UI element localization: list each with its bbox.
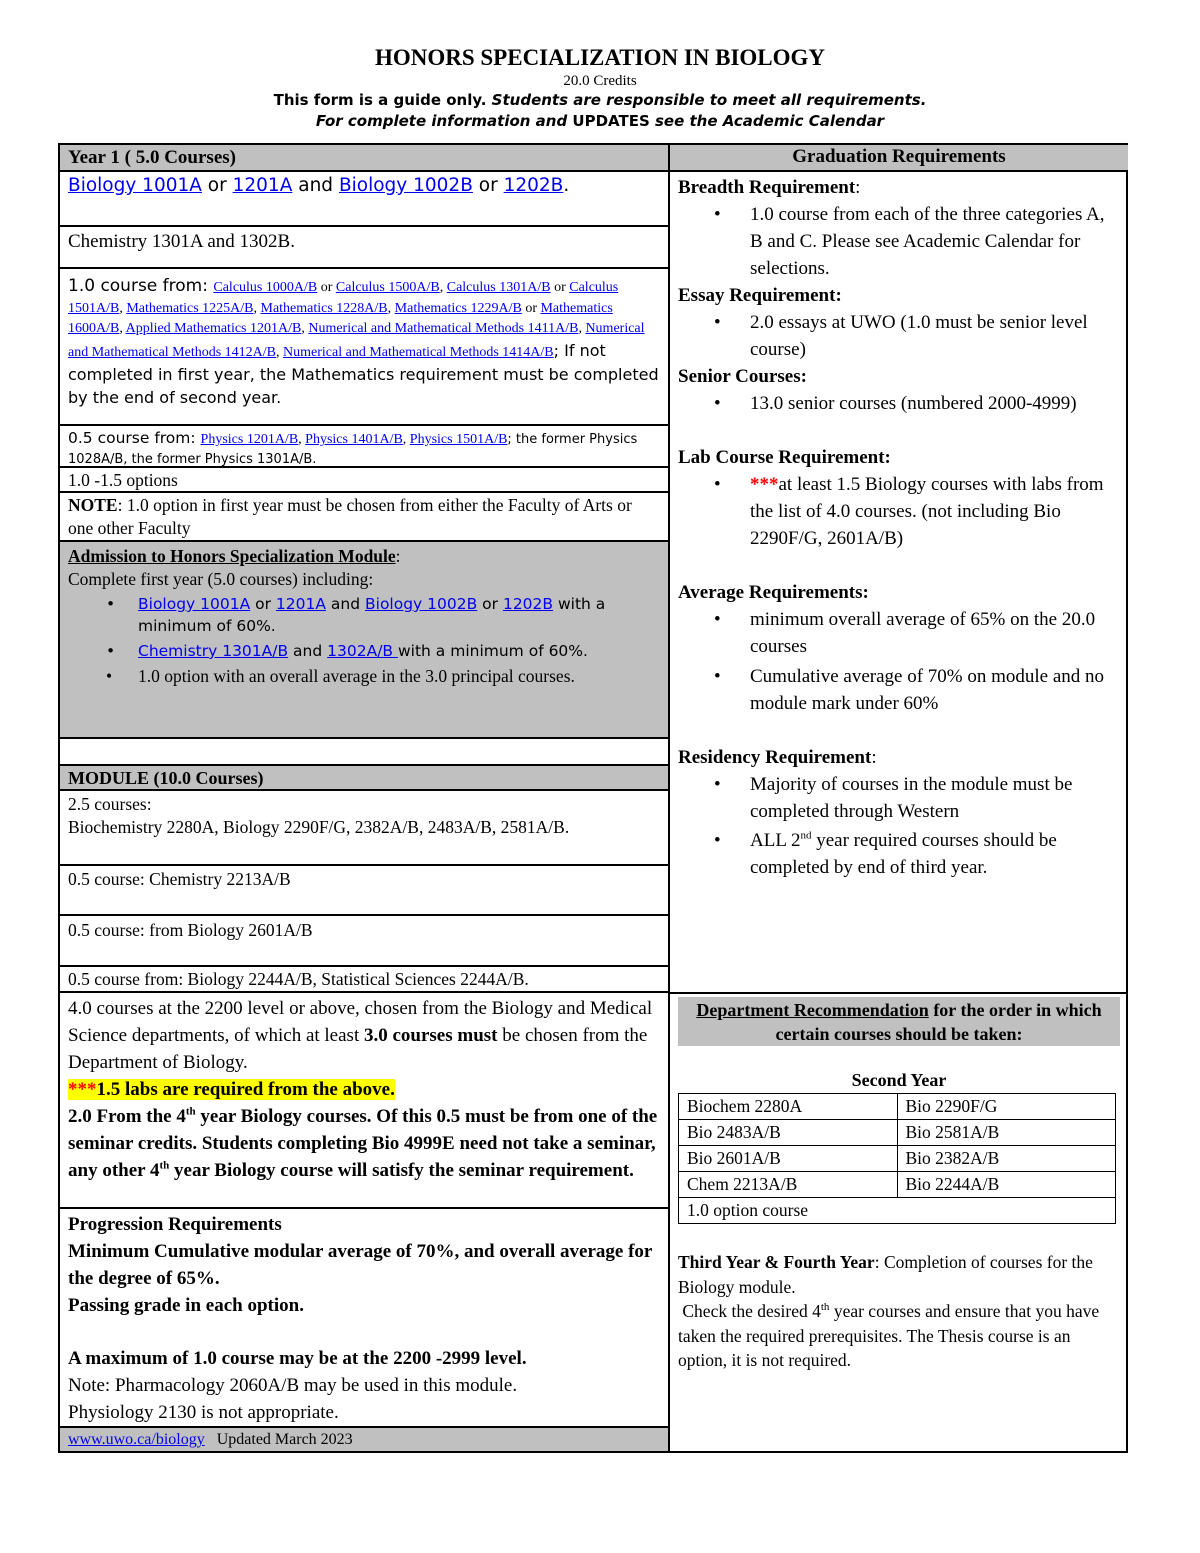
- second-year-table: [678, 1093, 1116, 1224]
- seq-cell: Bio 2601A/B: [679, 1146, 898, 1172]
- residency-heading: Residency Requirement: [678, 747, 872, 768]
- year1-options-row: 1.0 -1.5 options: [60, 468, 668, 493]
- labs-required-highlight: [68, 1079, 395, 1100]
- link-1202b[interactable]: 1202B: [503, 175, 564, 196]
- seq-cell: Bio 2483A/B: [679, 1120, 898, 1146]
- module-chemistry-row: 0.5 course: Chemistry 2213A/B: [60, 866, 668, 916]
- text: year Biology courses. Of this 0.5 must be from one of the seminar credits. Students completing Bio 4999E need not take a seminar, any other 4: [68, 1106, 658, 1181]
- progression-physiology-note: Physiology 2130 is not appropriate.: [68, 1402, 339, 1423]
- text: :: [395, 546, 401, 566]
- text: ,: [119, 300, 127, 316]
- third-fourth-heading: Third Year & Fourth Year: [678, 1252, 875, 1272]
- text: .: [563, 175, 570, 196]
- text: 2.0 From the 4: [68, 1106, 186, 1127]
- text: ,: [298, 432, 306, 447]
- sup: nd: [800, 829, 812, 842]
- link-biology-1002b[interactable]: Biology 1002B: [338, 175, 473, 196]
- senior-item: • 13.0 senior courses (numbered 2000-4999): [678, 390, 1120, 417]
- essay-item: • 2.0 essays at UWO (1.0 must be senior level course): [678, 309, 1120, 363]
- link-applied-mathematics-1201ab[interactable]: Applied Mathematics 1201A/B: [125, 320, 302, 336]
- recommendation-heading-main: Department Recommendation: [696, 1000, 929, 1020]
- text: or: [250, 595, 276, 613]
- admission-section: [60, 542, 668, 739]
- average-item-module: • Cumulative average of 70% on module and no module mark under 60%: [678, 663, 1120, 717]
- text: :: [871, 747, 877, 768]
- text: or: [201, 175, 233, 196]
- link-physics-1501ab[interactable]: Physics 1501A/B: [409, 432, 508, 447]
- link-chemistry-1301ab[interactable]: Chemistry 1301A/B: [138, 642, 289, 660]
- link-nmm-1411ab[interactable]: Numerical and Mathematical Methods 1411A/B: [308, 320, 579, 336]
- link-1202b[interactable]: 1202B: [502, 595, 554, 613]
- text: ,: [439, 280, 447, 295]
- link-biology-1002b[interactable]: Biology 1002B: [365, 595, 478, 613]
- seq-cell: Bio 2581A/B: [897, 1120, 1116, 1146]
- year1-math-row: [60, 269, 668, 426]
- calendar-note-part: For complete information and: [315, 111, 573, 130]
- admission-heading: Admission to Honors Specialization Module: [68, 546, 396, 566]
- seq-row: [679, 1094, 1116, 1120]
- progression-pharmacology-note: Note: Pharmacology 2060A/B may be used in this module.: [68, 1375, 518, 1396]
- math-deadline-note: If not completed in first year, the Mathematics requirement must be completed by the end of second year.: [68, 341, 659, 407]
- footer-row: [60, 1428, 668, 1451]
- residency-item-second-year: [678, 827, 1120, 881]
- seq-cell: Bio 2244A/B: [897, 1172, 1116, 1198]
- seq-last-row: 1.0 option course: [679, 1198, 1116, 1224]
- link-1302ab[interactable]: 1302A/B: [327, 642, 398, 660]
- essay-heading: Essay Requirement:: [678, 285, 842, 306]
- module-core-courses: Biochemistry 2280A, Biology 2290F/G, 2382A/B, 2483A/B, 2581A/B.: [68, 817, 570, 837]
- seq-row: [679, 1172, 1116, 1198]
- year1-biology-row: [60, 172, 668, 227]
- seq-cell: Chem 2213A/B: [679, 1172, 898, 1198]
- physics-options: [68, 428, 660, 468]
- third-fourth-year: [678, 1250, 1120, 1299]
- recommendation-heading: [678, 997, 1120, 1046]
- link-calculus-1501ab[interactable]: Calculus 1501A/B: [68, 280, 619, 316]
- text: or: [317, 280, 336, 295]
- credits-label: 20.0 Credits: [563, 72, 637, 89]
- graduation-requirements: [670, 172, 1128, 881]
- module-core-row: [60, 791, 668, 866]
- year1-physics-row: [60, 426, 668, 468]
- residency-item-western: • Majority of courses in the module must be completed through Western: [678, 771, 1120, 825]
- sup: th: [185, 1105, 196, 1118]
- graduation-heading: Graduation Requirements: [670, 145, 1128, 172]
- text: ,: [387, 300, 395, 316]
- seq-cell: Bio 2382A/B: [897, 1146, 1116, 1172]
- text: with a minimum of 60%.: [397, 642, 588, 660]
- guide-disclaimer: [0, 90, 1200, 110]
- progression-passing: Passing grade in each option.: [68, 1295, 304, 1316]
- admission-heading-line: [68, 545, 660, 568]
- text: ,: [276, 345, 284, 361]
- text: year required courses should be completed by end of third year.: [750, 830, 1057, 878]
- progression-section: [60, 1209, 668, 1428]
- text: ;: [553, 341, 565, 361]
- lab-heading: Lab Course Requirement:: [678, 447, 891, 468]
- labs-required: 1.5 labs are required from the above.: [96, 1079, 395, 1100]
- text: ,: [119, 320, 126, 336]
- module-core-count: 2.5 courses:: [68, 794, 152, 814]
- breadth-item: • 1.0 course from each of the three categories A, B and C. Please see Academic Calendar for selections.: [678, 201, 1120, 282]
- physics-intro: 0.5 course from:: [68, 429, 201, 447]
- text: ,: [301, 320, 309, 336]
- text: year Biology course will satisfy the seminar requirement.: [169, 1160, 634, 1181]
- module-senior-row: [60, 993, 668, 1209]
- module-biology-2601-row: 0.5 course: from Biology 2601A/B: [60, 916, 668, 967]
- right-column: [670, 145, 1128, 1451]
- link-nmm-1412ab[interactable]: Numerical and Mathematical Methods 1412A/B: [68, 320, 645, 361]
- link-nmm-1414ab[interactable]: Numerical and Mathematical Methods 1414A/B: [283, 345, 554, 361]
- stars: ***: [750, 474, 779, 495]
- recommendation-divider: [670, 992, 1128, 994]
- sup: th: [159, 1159, 170, 1172]
- link-calculus-1301ab[interactable]: Calculus 1301A/B: [446, 280, 551, 295]
- document-title: HONORS SPECIALIZATION IN BIOLOGY: [374, 45, 826, 70]
- text: 3.0 courses must: [363, 1025, 498, 1046]
- residency-heading-line: [678, 744, 1120, 771]
- admission-intro: Complete first year (5.0 courses) including:: [68, 569, 374, 589]
- year1-chemistry-row: Chemistry 1301A and 1302B.: [60, 227, 668, 269]
- text: ALL 2: [750, 830, 801, 851]
- text: or: [521, 300, 541, 316]
- seq-cell: Biochem 2280A: [679, 1094, 898, 1120]
- link-mathematics-1225ab[interactable]: Mathematics 1225A/B: [126, 300, 254, 316]
- left-column: [60, 145, 670, 1451]
- link-mathematics-1229ab[interactable]: Mathematics 1229A/B: [394, 300, 522, 316]
- text: or: [472, 175, 504, 196]
- link-calculus-1500ab[interactable]: Calculus 1500A/B: [335, 280, 440, 295]
- later-years-note: [678, 1250, 1120, 1373]
- seq-cell: Bio 2290F/G: [897, 1094, 1116, 1120]
- check-courses-note: [678, 1299, 1120, 1373]
- link-calculus-1000ab[interactable]: Calculus 1000A/B: [213, 280, 318, 295]
- text: 4.0 courses at the 2200 level or above, chosen from the Biology and Medical Science departments, of which at least: [68, 998, 653, 1046]
- text: and: [292, 175, 339, 196]
- text: ,: [578, 320, 586, 336]
- disclaimer-part: Students are responsible to meet all requirements.: [486, 91, 927, 110]
- text: year courses and ensure that you have taken the required prerequisites. The Thesis course is an option, it is not required.: [678, 1301, 1100, 1370]
- requirements-table: [58, 143, 1128, 1453]
- stars: ***: [68, 1079, 97, 1100]
- link-physics-1201ab[interactable]: Physics 1201A/B: [200, 432, 299, 447]
- seq-row: [679, 1146, 1116, 1172]
- biology-website-link[interactable]: www.uwo.ca/biology: [68, 1431, 205, 1448]
- text: at least 1.5 Biology courses with labs from the list of 4.0 courses. (not including Bio 2290F/G, 2601A/B): [750, 474, 1104, 549]
- link-mathematics-1228ab[interactable]: Mathematics 1228A/B: [260, 300, 388, 316]
- admission-chemistry-item: [68, 640, 660, 662]
- lab-item: [678, 471, 1120, 552]
- updated-date: Updated March 2023: [204, 1431, 353, 1448]
- average-heading: Average Requirements:: [678, 582, 869, 603]
- note-label: NOTE: [68, 495, 118, 515]
- calendar-note: [0, 111, 1200, 131]
- third-fourth-text: : Completion of courses for the Biology module.: [678, 1252, 1093, 1297]
- text: or: [550, 280, 570, 295]
- document-header: [0, 44, 1200, 131]
- text: :: [855, 177, 861, 198]
- text: Check the desired 4: [678, 1301, 821, 1321]
- calendar-note-updates: UPDATES: [572, 111, 650, 130]
- progression-heading: Progression Requirements: [68, 1214, 282, 1235]
- admission-option-item: • 1.0 option with an overall average in the 3.0 principal courses.: [68, 665, 660, 688]
- module-heading: MODULE (10.0 Courses): [60, 766, 668, 791]
- link-1201a[interactable]: 1201A: [232, 175, 293, 196]
- text: be chosen from the Department of Biology.: [68, 1025, 648, 1073]
- senior-heading: Senior Courses:: [678, 366, 807, 387]
- link-1201a[interactable]: 1201A: [275, 595, 326, 613]
- link-biology-1001a[interactable]: Biology 1001A: [68, 175, 202, 196]
- link-biology-1001a[interactable]: Biology 1001A: [138, 595, 251, 613]
- sup: th: [820, 1301, 830, 1314]
- breadth-heading-line: [678, 174, 1120, 201]
- average-item-overall: • minimum overall average of 65% on the 20.0 courses: [678, 606, 1120, 660]
- fourth-year-requirement: [68, 1106, 657, 1181]
- text: with a minimum of 60%.: [138, 595, 606, 635]
- math-options: [68, 274, 660, 410]
- math-intro: 1.0 course from:: [68, 276, 214, 296]
- breadth-heading: Breadth Requirement: [678, 177, 856, 198]
- module-statistics-row: 0.5 course from: Biology 2244A/B, Statistical Sciences 2244A/B.: [60, 967, 668, 993]
- link-physics-1401ab[interactable]: Physics 1401A/B: [305, 432, 403, 447]
- progression-maximum: A maximum of 1.0 course may be at the 2200 -2999 level.: [68, 1348, 527, 1369]
- text: or: [477, 595, 503, 613]
- link-mathematics-1600ab[interactable]: Mathematics 1600A/B: [68, 300, 613, 336]
- year1-heading: Year 1 ( 5.0 Courses): [60, 145, 668, 172]
- progression-average: Minimum Cumulative modular average of 70%, and overall average for the degree of 65%.: [68, 1241, 653, 1289]
- note-text: : 1.0 option in first year must be chosen from either the Faculty of Arts or one other Faculty: [68, 495, 632, 538]
- physics-former-courses: ; the former Physics 1028A/B, the former Physics 1301A/B.: [68, 432, 638, 467]
- text: ,: [402, 432, 410, 447]
- calendar-note-part: see the Academic Calendar: [649, 111, 885, 130]
- text: and: [288, 642, 328, 660]
- text: and: [325, 595, 365, 613]
- disclaimer-part: This form is a guide only.: [273, 91, 487, 110]
- second-year-label: Second Year: [851, 1070, 947, 1090]
- admission-biology-item: [68, 593, 660, 637]
- recommendation-heading-rest: for the order in which certain courses should be taken:: [775, 1000, 1102, 1044]
- year1-note-row: [60, 493, 668, 542]
- text: ,: [253, 300, 261, 316]
- seq-row: [679, 1120, 1116, 1146]
- blank-row: [60, 739, 668, 766]
